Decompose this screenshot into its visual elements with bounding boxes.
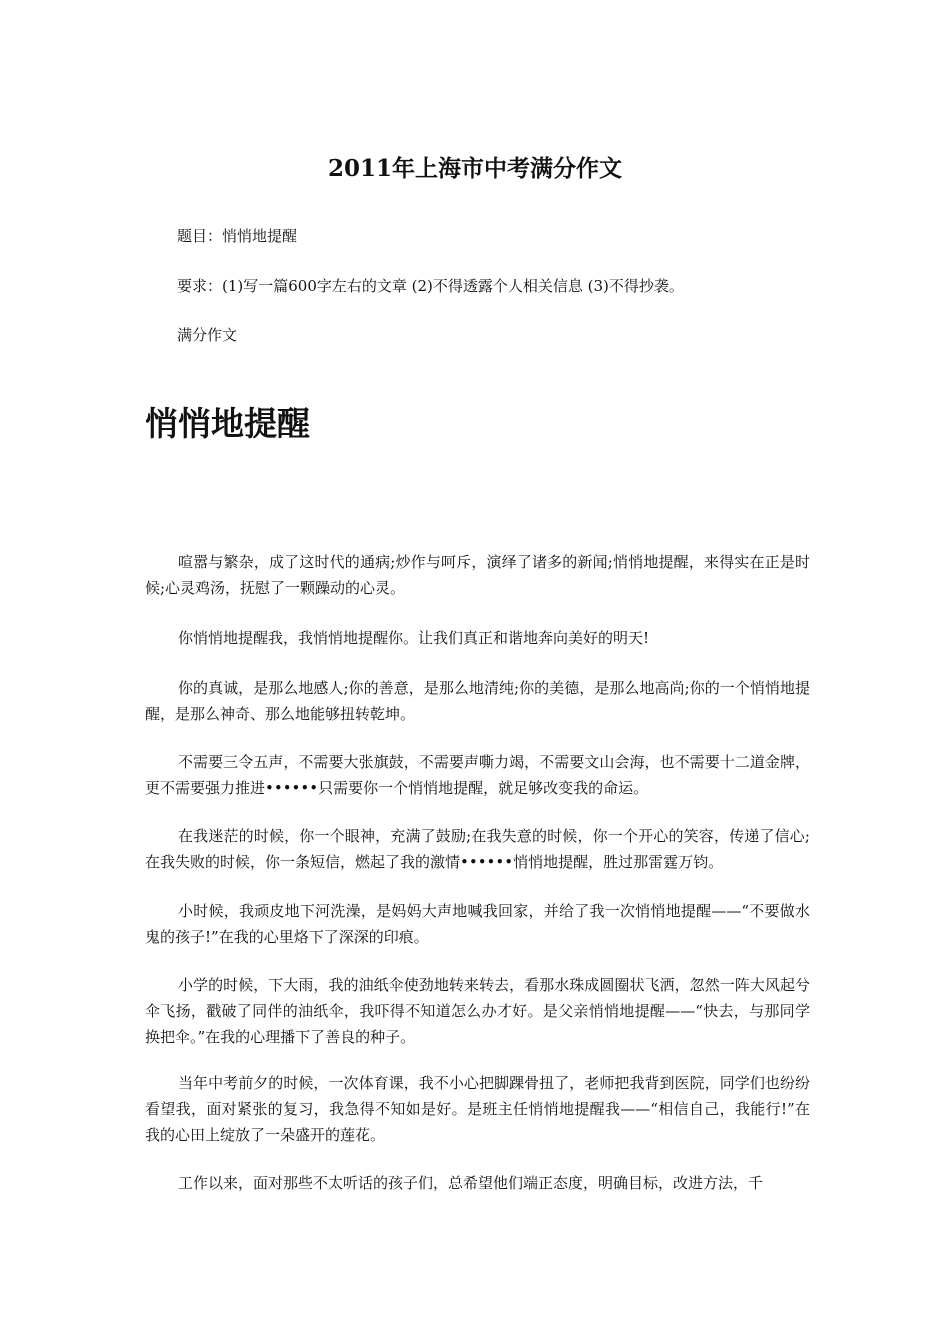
requirements-line: 要求：(1)写一篇600字左右的文章 (2)不得透露个人相关信息 (3)不得抄袭。 <box>177 277 684 295</box>
essay-paragraph: 你悄悄地提醒我，我悄悄地提醒你。让我们真正和谐地奔向美好的明天! <box>178 629 650 647</box>
topic-line: 题目：悄悄地提醒 <box>177 227 298 245</box>
essay-paragraph: 工作以来，面对那些不太听话的孩子们，总希望他们端正态度，明确目标，改进方法，千 <box>178 1174 764 1192</box>
essay-paragraph: 小时候，我顽皮地下河洗澡，是妈妈大声地喊我回家，并给了我一次悄悄地提醒——“不要做水鬼的孩子!”在我的心里烙下了深深的印痕。 <box>145 902 810 946</box>
essay-paragraph: 不需要三令五声，不需要大张旗鼓，不需要声嘶力竭，不需要文山会海，也不需要十二道金牌，更不需要强力推进••••••只需要你一个悄悄地提醒，就足够改变我的命运。 <box>145 753 810 797</box>
essay-paragraph: 喧嚣与繁杂，成了这时代的通病;炒作与呵斥，演绎了诸多的新闻;悄悄地提醒，来得实在正是时候;心灵鸡汤，抚慰了一颗躁动的心灵。 <box>145 553 810 597</box>
essay-title: 悄悄地提醒 <box>145 404 310 443</box>
document-title: 2011年上海市中考满分作文 <box>327 155 622 182</box>
full-score-label: 满分作文 <box>177 326 238 344</box>
essay-paragraph: 你的真诚，是那么地感人;你的善意，是那么地清纯;你的美德，是那么地高尚;你的一个悄悄地提醒，是那么神奇、那么地能够扭转乾坤。 <box>145 679 810 723</box>
essay-paragraph: 当年中考前夕的时候，一次体育课，我不小心把脚踝骨扭了，老师把我背到医院，同学们也纷纷看望我，面对紧张的复习，我急得不知如是好。是班主任悄悄地提醒我——“相信自己，我能行!”在我的心田上绽放了一朵盛开的莲花。 <box>145 1074 810 1144</box>
essay-paragraph: 小学的时候，下大雨，我的油纸伞使劲地转来转去，看那水珠成圆圈状飞洒，忽然一阵大风起兮伞飞扬，戳破了同伴的油纸伞，我吓得不知道怎么办才好。是父亲悄悄地提醒——“快去，与那同学换把伞。”在我的心理播下了善良的种子。 <box>145 976 810 1046</box>
essay-paragraph: 在我迷茫的时候，你一个眼神，充满了鼓励;在我失意的时候，你一个开心的笑容，传递了信心;在我失败的时候，你一条短信，燃起了我的激情••••••悄悄地提醒，胜过那雷霆万钧。 <box>145 827 810 871</box>
